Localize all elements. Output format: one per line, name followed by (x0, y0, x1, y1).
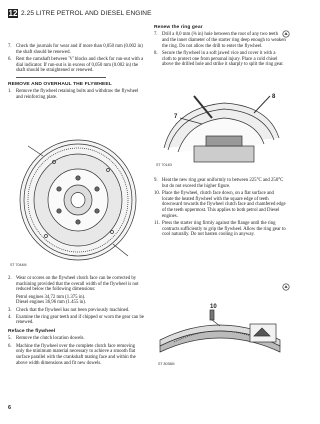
list-item: 3. Check that the flywheel has not been previously machined. (8, 307, 130, 313)
list-item: 6. Rest the camshaft between 'V' blocks and check for run-out with a dial indicator. If run-out is in excess of 0,050 mm (0.002 in) the shaft should be straightened or renewed. (8, 56, 144, 74)
list-item: 5. Remove the clutch location dowels. (8, 336, 85, 342)
callout-10: 10 (210, 304, 217, 310)
figure-code: ST 7044M (10, 263, 27, 267)
list-item: 8. Secure the flywheel in a soft jawed vice and cover it with a cloth to protect one from personal injury. Place a cold chisel above the drilled hole and strike it sharply to split the ring gear. (154, 50, 284, 68)
list-item: 10. Place the flywheel, clutch face down, on a flat surface and locate the heated flywheel with the square edge of teeth downward towards the flywheel clutch face and chamfered edge of the teeth uppermost. This applies to both petrol and Diesel engines. (154, 190, 286, 219)
list-item: 2. Wear or scores on the flywheel clutch face can be corrected by machining provided that the overall width of the flywheel is not reduced below the following dimensions: (8, 276, 139, 293)
figure-code: ST 8038M (158, 362, 175, 366)
list-item: 11. Press the starter ring firmly against the flange until the ring contracts sufficiently to grip the flywheel. Allow the ring gear to cool naturally. Do not hasten cooling in anyway. (154, 220, 286, 238)
right-column-bottom (154, 178, 286, 240)
list-item: 9. Heat the new ring gear uniformly to between 225°C and 250°C but do not exceed the higher figure. (154, 178, 284, 189)
page-header (8, 9, 292, 19)
section-heading: REMOVE AND OVERHAUL THE FLYWHEEL (8, 81, 112, 87)
warning-hand-icon (282, 30, 290, 38)
list-item: 7. Check the journals for wear and if more than 0,050 mm (0.002 in) the shaft should be renewed. (8, 44, 143, 55)
subsection-heading: Reface the flywheel (8, 329, 56, 335)
figure-code: ST 7014D (156, 163, 173, 167)
ring-gear-fitting-figure (154, 300, 286, 362)
warning-hand-icon (282, 283, 290, 291)
left-column-bottom (8, 276, 144, 368)
subsection-heading: Renew the ring gear (154, 25, 203, 30)
header-title: 2.25 LITRE PETROL AND DIESEL ENGINE (21, 10, 152, 17)
list-item: 4. Examine the ring gear teeth and if chipped or worn the gear can be renewed. (8, 314, 144, 326)
left-column-top (8, 44, 144, 102)
page-number: 6 (8, 405, 12, 411)
right-column-top (154, 25, 286, 69)
ring-gear-removal-figure (154, 88, 286, 170)
list-item: 6. Machine the flywheel over the complete clutch face removing only the minimum material necessary to achieve a smooth flat surface parallel with the crankshaft mating face and within the above width dimensions and fit new dowels. (8, 343, 136, 366)
callout-7: 7 (174, 114, 178, 120)
list-item: Petrol engines 34,72 mm (1.375 in). (16, 294, 86, 300)
list-item: 1. Remove the flywheel retaining bolts and withdraw the flywheel and reinforcing plate. (8, 88, 139, 100)
list-item: 7. Drill a 8,0 mm (⅜ in) hole between the root of any two teeth and the inner diameter of the starter ring deep enough to weaken the ring. Do not allow the drill to enter the flywheel. (154, 32, 286, 49)
list-item: Diesel engines 36,96 mm (1.455 in). (16, 300, 87, 306)
divider (16, 77, 106, 78)
flywheel-figure (8, 126, 144, 274)
callout-8: 8 (272, 94, 276, 100)
section-number-badge: 12 (8, 9, 18, 18)
